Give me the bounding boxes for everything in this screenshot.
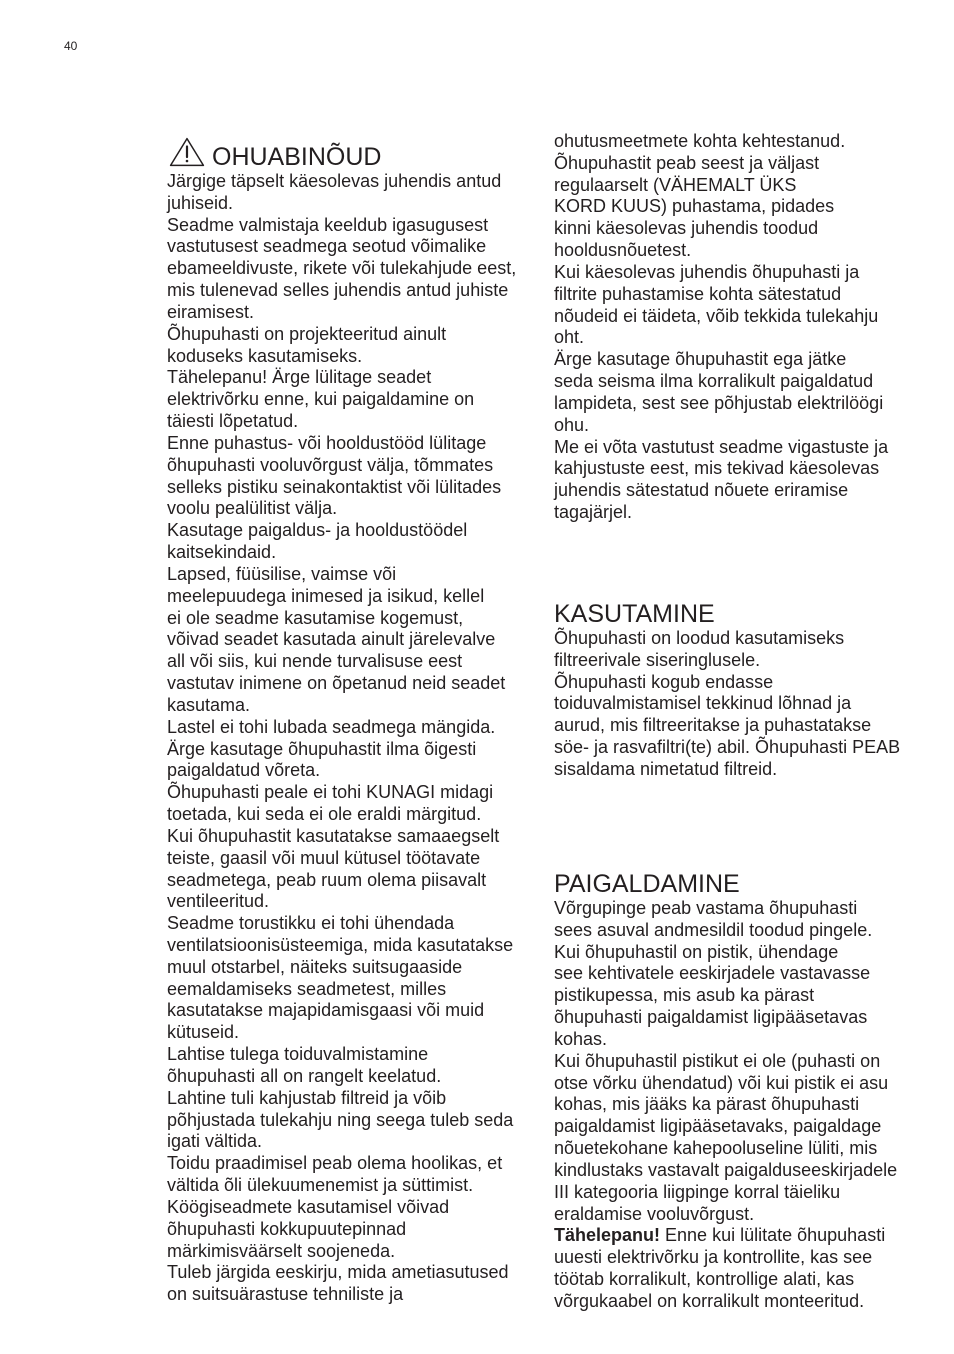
text-line (554, 650, 900, 672)
line-text: Tähelepanu! Ärge lülitage seadet (167, 367, 432, 388)
line-text: nõudeid ei täideta, võib tekkida tulekahju (554, 305, 879, 326)
line-text: hooldusnõuetest. (554, 240, 692, 261)
paragraph (554, 262, 888, 349)
line-text: Enne puhastus- või hooldustööd lülitage (167, 432, 487, 453)
text-line (167, 455, 516, 477)
text-line (167, 739, 516, 761)
line-text: nõuetekohane kahepooluseline lüliti, mis (554, 1138, 878, 1159)
line-text: ventileeritud. (167, 891, 270, 912)
line-text: Võrgupinge peab vastama õhupuhasti (554, 898, 858, 918)
text-line (167, 673, 516, 695)
line-text: Kui õhupuhastil on pistik, ühendage (554, 941, 839, 962)
text-line (554, 1051, 897, 1073)
line-text: Tuleb järgida eeskirju, mida ametiasutused (167, 1262, 509, 1283)
line-text: KORD KUUS) puhastama, pidades (554, 196, 835, 217)
line-text: aurud, mis filtreeritakse ja puhastatakse (554, 715, 872, 736)
line-text: paigaldatud võreta. (167, 760, 321, 781)
line-text: muul otstarbel, näiteks suitsugaaside (167, 956, 463, 977)
text-line (554, 1204, 897, 1226)
text-line (167, 891, 516, 913)
line-text: III kategooria liigpinge korral täieliku (554, 1181, 841, 1202)
line-text: eraldamise vooluvõrgust. (554, 1203, 755, 1224)
text-line (554, 480, 888, 502)
line-text: Kasutage paigaldus- ja hooldustöödel (167, 520, 468, 541)
text-line (554, 737, 900, 759)
text-line (554, 1094, 897, 1116)
text-line (167, 564, 516, 586)
paragraph (167, 433, 516, 520)
line-text: kohas, mis jääks ka pärast õhupuhasti (554, 1094, 860, 1115)
line-text: Lahtise tulega toiduvalmistamine (167, 1044, 429, 1065)
text-line (167, 1153, 516, 1175)
line-text: koduseks kasutamiseks. (167, 345, 363, 366)
line-text: võivad seadet kasutada ainult järelevalve (167, 629, 496, 650)
text-line (167, 608, 516, 630)
line-text: selleks pistiku seinakontaktist või lülitades (167, 476, 502, 497)
line-text: toetada, kui seda ei ole eraldi märgitud. (167, 804, 482, 825)
paragraph (167, 367, 516, 432)
line-text: Järgige täpselt käesolevas juhendis antud (167, 171, 502, 191)
line-text: on suitsuärastuse tehniliste ja (167, 1284, 404, 1305)
line-text: sisaldama nimetatud filtreid. (554, 758, 778, 779)
line-text: kasutama. (167, 694, 251, 715)
line-text: juhiseid. (167, 192, 234, 213)
text-line (167, 1044, 516, 1066)
paragraph (167, 215, 516, 324)
text-line (554, 942, 897, 964)
paragraph (554, 153, 888, 262)
text-line (554, 693, 900, 715)
paragraph (554, 131, 888, 153)
text-line (167, 848, 516, 870)
text-line (554, 437, 888, 459)
line-text: Seadme torustikku ei tohi ühendada (167, 913, 455, 934)
line-text: töötab korralikult, kontrollige alati, kas (554, 1269, 855, 1290)
text-line (167, 1197, 516, 1219)
line-text: sees asuval andmesildil toodud pingele. (554, 919, 873, 940)
safety-heading: OHUABINÕUD (212, 143, 382, 171)
text-line (554, 1225, 897, 1247)
text-line (554, 672, 900, 694)
line-text: pistikupessa, mis asub ka pärast (554, 985, 815, 1006)
paragraph (167, 782, 516, 826)
line-text: õhupuhasti all on rangelt keelatud. (167, 1065, 442, 1086)
paragraph (554, 628, 900, 672)
line-text: Kui käesolevas juhendis õhupuhasti ja (554, 261, 860, 282)
line-text: uuesti elektrivõrku ja kontrollite, kas see (554, 1247, 873, 1268)
text-line (554, 175, 888, 197)
text-line (554, 963, 897, 985)
text-line (554, 262, 888, 284)
text-line (167, 477, 516, 499)
text-line (167, 542, 516, 564)
text-line (554, 1182, 897, 1204)
line-text: seda seisma ilma korralikult paigaldatud (554, 371, 874, 392)
text-line (167, 433, 516, 455)
line-text: ohu. (554, 414, 590, 435)
text-line (554, 628, 900, 650)
paragraph (167, 1088, 516, 1153)
text-line (554, 1247, 897, 1269)
text-line (554, 458, 888, 480)
text-line (167, 280, 516, 302)
text-line (167, 782, 516, 804)
usage-text (554, 628, 900, 781)
line-text: kindlustaks vastavalt paigalduseeskirjadele (554, 1159, 898, 1180)
line-text: kahjustuste eest, mis tekivad käesolevas (554, 458, 880, 479)
text-line (167, 586, 516, 608)
paragraph (167, 717, 516, 739)
line-text: ohutusmeetmete kohta kehtestanud. (554, 131, 846, 151)
text-line (167, 1000, 516, 1022)
line-text: märkimisväärselt soojeneda. (167, 1240, 396, 1261)
text-line (167, 498, 516, 520)
text-line (167, 1088, 516, 1110)
text-line (167, 651, 516, 673)
line-text: kohas. (554, 1028, 608, 1049)
text-line (554, 415, 888, 437)
text-line (167, 1219, 516, 1241)
text-line (167, 870, 516, 892)
text-line (554, 985, 897, 1007)
text-line (554, 327, 888, 349)
installation-text (554, 898, 897, 1313)
text-line (554, 1029, 897, 1051)
paragraph (167, 1262, 516, 1306)
text-line (554, 153, 888, 175)
text-line (167, 1131, 516, 1153)
line-text: tagajärjel. (554, 502, 633, 523)
text-line (554, 284, 888, 306)
line-text: otse võrku ühendatud) või kui pistik ei asu (554, 1072, 889, 1093)
line-text: Lastel ei tohi lubada seadmega mängida. (167, 716, 496, 737)
line-text: Õhupuhasti on loodud kasutamiseks (554, 628, 845, 648)
line-text: meelepuudega inimesed ja isikud, kellel (167, 585, 485, 606)
text-line (554, 1160, 897, 1182)
line-text: toiduvalmistamisel tekkinud lõhnad ja (554, 693, 852, 714)
line-text: õhupuhasti kokkupuutepinnad (167, 1218, 407, 1239)
paragraph (554, 942, 897, 1051)
text-line (554, 502, 888, 524)
safety-text-continued (554, 131, 888, 524)
line-text: Kui õhupuhastil pistikut ei ole (puhasti on (554, 1050, 881, 1071)
text-line (167, 1110, 516, 1132)
line-text: kaitsekindaid. (167, 542, 277, 563)
text-line (167, 957, 516, 979)
text-line (167, 367, 516, 389)
line-text: eemaldamiseks seadmetest, milles (167, 978, 447, 999)
line-text: kinni käesolevas juhendis toodud (554, 218, 819, 239)
emphasis-label: Tähelepanu! (554, 1225, 661, 1246)
paragraph (554, 1225, 897, 1312)
line-text: filtreerivale siseringlusele. (554, 649, 761, 670)
line-text: Lahtine tuli kahjustab filtreid ja võib (167, 1087, 447, 1108)
text-line (167, 1066, 516, 1088)
text-line (167, 717, 516, 739)
text-line (167, 760, 516, 782)
text-line (554, 371, 888, 393)
line-text: igati vältida. (167, 1131, 263, 1152)
text-line (554, 1007, 897, 1029)
text-line (167, 302, 516, 324)
text-line (554, 393, 888, 415)
paragraph (167, 564, 516, 717)
line-text: ventilatsioonisüsteemiga, mida kasutatakse (167, 934, 514, 955)
paragraph (167, 1153, 516, 1197)
line-text: eiramisest. (167, 301, 255, 322)
text-line (167, 695, 516, 717)
line-text: vastutusest seadmega seotud võimalike (167, 236, 487, 257)
text-line (554, 306, 888, 328)
paragraph (167, 826, 516, 913)
line-text: juhendis sätestatud nõuete eriramise (554, 480, 849, 501)
line-text: Lapsed, füüsilise, vaimse või (167, 563, 397, 584)
text-line (554, 715, 900, 737)
line-text: Õhupuhasti kogub endasse (554, 671, 774, 692)
line-text: põhjustada tulekahju ning seega tuleb seda (167, 1109, 514, 1130)
text-line (167, 1262, 516, 1284)
line-text: vastutav inimene on õpetanud neid seadet (167, 673, 506, 694)
text-line (167, 411, 516, 433)
text-line (167, 346, 516, 368)
text-line (554, 1116, 897, 1138)
line-text: vältida õli ülekuumenemist ja süttimist. (167, 1175, 474, 1196)
line-text: Toidu praadimisel peab olema hoolikas, et (167, 1153, 503, 1174)
text-line (167, 1241, 516, 1263)
paragraph (554, 898, 897, 942)
line-text: Enne kui lülitate õhupuhasti (665, 1225, 886, 1246)
line-text: seadmetega, peab ruum olema piisavalt (167, 869, 487, 890)
text-line (167, 935, 516, 957)
line-text: lampideta, sest see põhjustab elektrilöögi (554, 392, 884, 413)
line-text: regulaarselt (VÄHEMALT ÜKS (554, 174, 797, 195)
safety-text (167, 171, 516, 1306)
line-text: paigaldamist ligipääsetavaks, paigaldage (554, 1116, 882, 1137)
text-line (554, 1138, 897, 1160)
text-line (554, 1269, 897, 1291)
line-text: voolu pealülitist välja. (167, 498, 338, 519)
line-text: Seadme valmistaja keeldub igasugusest (167, 214, 489, 235)
paragraph (554, 437, 888, 524)
paragraph (554, 1051, 897, 1226)
line-text: täiesti lõpetatud. (167, 411, 299, 432)
line-text: filtrite puhastamise kohta sätestatud (554, 283, 842, 304)
line-text: see kehtivatele eeskirjadele vastavasse (554, 963, 871, 984)
paragraph (167, 739, 516, 783)
paragraph (554, 672, 900, 781)
text-line (167, 979, 516, 1001)
paragraph (554, 349, 888, 436)
line-text: Õhupuhasti on projekteeritud ainult (167, 323, 447, 344)
text-line (554, 240, 888, 262)
line-text: ei ole seadme kasutamise kogemust, (167, 607, 464, 628)
text-line (167, 324, 516, 346)
installation-heading: PAIGALDAMINE (554, 870, 740, 898)
text-line (167, 389, 516, 411)
text-line (167, 804, 516, 826)
text-line (167, 520, 516, 542)
line-text: õhupuhasti paigaldamist ligipääsetavas (554, 1007, 868, 1028)
line-text: kütuseid. (167, 1022, 240, 1043)
usage-heading: KASUTAMINE (554, 600, 715, 628)
line-text: Köögiseadmete kasutamisel võivad (167, 1196, 450, 1217)
line-text: ebameeldivuste, rikete või tulekahjude eest, (167, 258, 517, 279)
line-text: oht. (554, 327, 585, 348)
text-line (167, 826, 516, 848)
text-line (554, 1073, 897, 1095)
line-text: Ärge kasutage õhupuhastit ega jätke (554, 349, 847, 370)
text-line (167, 258, 516, 280)
text-line (554, 920, 897, 942)
text-line (167, 1284, 516, 1306)
line-text: Kui õhupuhastit kasutatakse samaaegselt (167, 825, 500, 846)
line-text: kasutatakse majapidamisgaasi või muid (167, 1000, 485, 1021)
paragraph (167, 324, 516, 368)
line-text: teiste, gaasil või muul kütusel töötavate (167, 847, 481, 868)
line-text: õhupuhasti vooluvõrgust välja, tõmmates (167, 454, 494, 475)
text-line (554, 196, 888, 218)
line-text: Me ei võta vastutust seadme vigastuste ja (554, 436, 889, 457)
text-line (167, 1175, 516, 1197)
line-text: all või siis, kui nende turvalisuse eest (167, 651, 463, 672)
text-line (167, 236, 516, 258)
line-text: elektrivõrku enne, kui paigaldamine on (167, 389, 475, 410)
line-text: Õhupuhasti peale ei tohi KUNAGI midagi (167, 782, 494, 803)
text-line (554, 349, 888, 371)
text-line (554, 218, 888, 240)
line-text: Ärge kasutage õhupuhastit ilma õigesti (167, 738, 477, 759)
text-line (167, 629, 516, 651)
line-text: söe- ja rasvafiltri(te) abil. Õhupuhasti PEAB (554, 737, 901, 758)
text-line (167, 171, 516, 193)
text-line (554, 1291, 897, 1313)
text-line (167, 215, 516, 237)
page-number: 40 (64, 39, 78, 53)
paragraph (167, 520, 516, 564)
paragraph (167, 1197, 516, 1262)
text-line (554, 898, 897, 920)
paragraph (167, 171, 516, 215)
text-line (167, 193, 516, 215)
paragraph (167, 1044, 516, 1088)
text-line (167, 1022, 516, 1044)
text-line (554, 759, 900, 781)
text-line (167, 913, 516, 935)
line-text: võrgukaabel on korralikult monteeritud. (554, 1290, 865, 1311)
text-line (554, 131, 888, 153)
warning-triangle-icon (169, 137, 205, 167)
paragraph (167, 913, 516, 1044)
line-text: Õhupuhastit peab seest ja väljast (554, 152, 820, 173)
line-text: mis tulenevad selles juhendis antud juhiste (167, 280, 509, 301)
